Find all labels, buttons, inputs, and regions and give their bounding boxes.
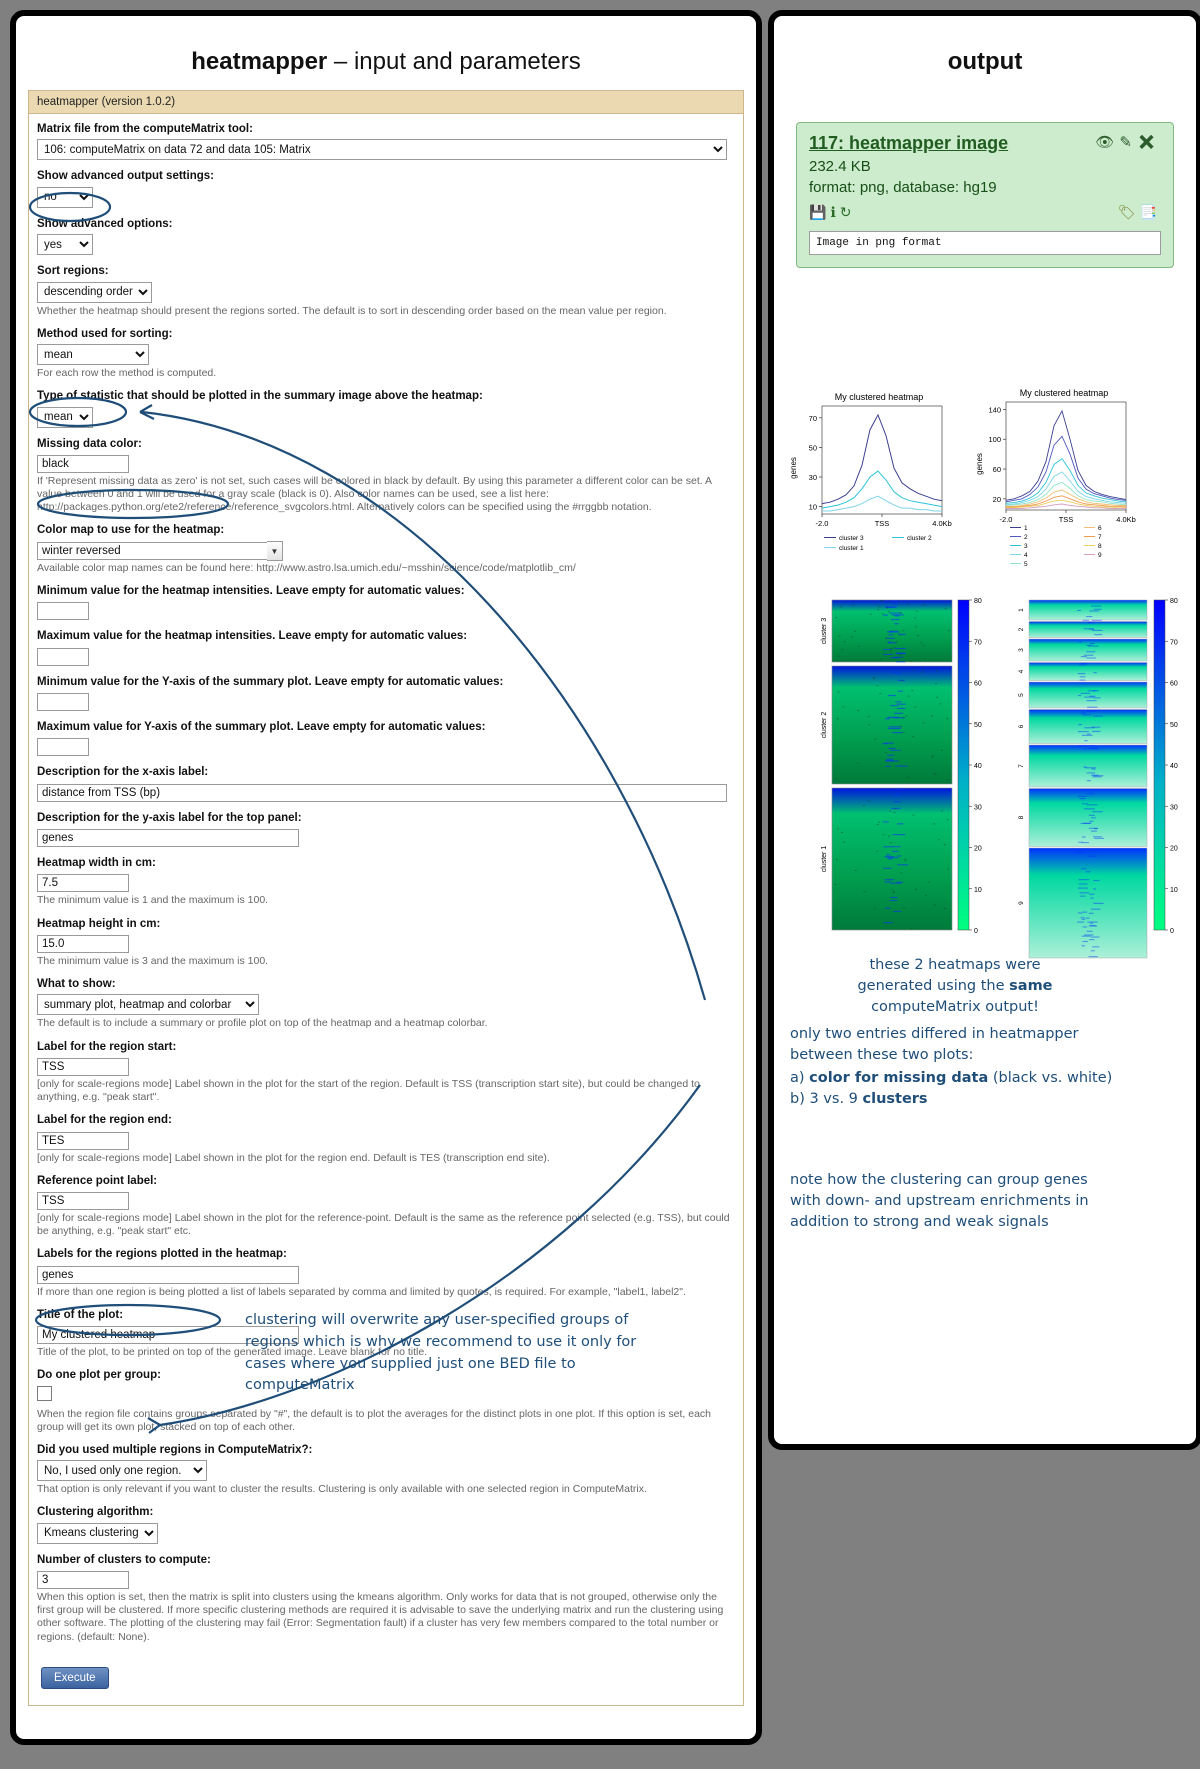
svg-text:10: 10 <box>1170 886 1178 894</box>
field-10 <box>37 675 735 711</box>
field-0 <box>37 122 735 160</box>
svg-text:70: 70 <box>1170 639 1178 647</box>
eye-icon[interactable]: 👁 <box>1095 134 1120 151</box>
pencil-icon[interactable]: ✎ <box>1119 134 1137 151</box>
svg-text:80: 80 <box>1170 598 1178 605</box>
field-select-1[interactable] <box>37 187 93 208</box>
field-1 <box>37 169 735 207</box>
field-help-22: When the region file contains groups separated by "#", the default is to plot the averages for the distinct plots in one plot. If this option is set, each group will get its own plot, stacked on top of each other. <box>37 1407 712 1433</box>
field-label-7: Color map to use for the heatmap: <box>37 524 225 537</box>
svg-text:70: 70 <box>808 413 817 423</box>
field-help-16: The default is to include a summary or profile plot on top of the heatmap and a heatmap colorbar. <box>37 1017 488 1030</box>
dataset-format: format: png, database: hg19 <box>809 179 997 196</box>
svg-text:cluster 3: cluster 3 <box>821 617 828 645</box>
field-23 <box>37 1443 735 1497</box>
output-title: output <box>947 48 1023 75</box>
field-help-14: The minimum value is 1 and the maximum is 100. <box>37 894 269 907</box>
note-line-2: generated using the <box>857 978 1010 995</box>
page-title-rest: – input and parameters <box>327 48 581 75</box>
field-25 <box>37 1553 735 1644</box>
svg-text:30: 30 <box>1170 804 1178 812</box>
field-4 <box>37 327 735 381</box>
svg-text:cluster 2: cluster 2 <box>907 535 932 542</box>
svg-text:-2.0: -2.0 <box>999 515 1013 524</box>
info-icon[interactable]: ℹ <box>830 204 840 220</box>
svg-text:2: 2 <box>1018 627 1025 632</box>
field-8 <box>37 584 735 620</box>
note-item-b-pre: b) 3 vs. 9 <box>790 1091 863 1108</box>
annotation-icon[interactable]: 📑 <box>1139 204 1161 220</box>
field-label-10: Minimum value for the Y-axis of the summary plot. Leave empty for automatic values: <box>37 675 504 688</box>
svg-text:9: 9 <box>1018 901 1025 905</box>
tool-form-header: heatmapper (version 1.0.2) <box>29 91 743 114</box>
svg-text:5: 5 <box>1024 561 1028 568</box>
field-select-3[interactable] <box>37 282 152 303</box>
chevron-down-icon[interactable]: ▼ <box>267 541 283 561</box>
field-input-12[interactable] <box>37 784 727 802</box>
note-line-1: these 2 heatmaps were <box>869 957 1041 973</box>
field-label-6: Missing data color: <box>37 437 142 450</box>
field-input-15[interactable] <box>37 935 129 953</box>
field-select-16[interactable] <box>37 994 259 1015</box>
colormap-combo[interactable] <box>37 541 283 560</box>
svg-text:60: 60 <box>992 465 1001 475</box>
field-input-13[interactable] <box>37 829 299 847</box>
field-label-0: Matrix file from the computeMatrix tool: <box>37 123 253 135</box>
svg-text:TSS: TSS <box>874 519 890 528</box>
field-5 <box>37 389 735 427</box>
field-help-17: [only for scale-regions mode] Label shown in the plot for the start of the region. Default is TSS (transcription start site), but could be changed to anything, e.g. "peak start". <box>37 1077 700 1103</box>
svg-text:30: 30 <box>808 473 817 483</box>
field-select-0[interactable] <box>37 139 727 160</box>
svg-text:0: 0 <box>1170 928 1174 935</box>
field-input-10[interactable] <box>37 693 89 711</box>
field-label-12: Description for the x-axis label: <box>37 766 209 779</box>
note-item-b <box>790 1089 1120 1110</box>
svg-text:10: 10 <box>808 502 817 512</box>
svg-text:3: 3 <box>1024 543 1028 550</box>
svg-text:70: 70 <box>974 639 982 647</box>
field-help-7: Available color map names can be found here: http://www.astro.lsa.umich.edu/~msshin/science/code/matplotlib_cm/ <box>37 561 576 574</box>
svg-text:4: 4 <box>1024 552 1028 559</box>
svg-text:50: 50 <box>974 721 982 729</box>
svg-text:3: 3 <box>1018 648 1025 652</box>
svg-text:20: 20 <box>974 845 982 853</box>
svg-text:-2.0: -2.0 <box>815 519 829 528</box>
field-label-2: Show advanced options: <box>37 217 173 230</box>
field-select-24[interactable] <box>37 1523 158 1544</box>
field-select-5[interactable] <box>37 407 93 428</box>
svg-text:7: 7 <box>1018 764 1025 768</box>
field-help-6: If 'Represent missing data as zero' is not set, such cases will be colored in black by default. By using this parameter a different color can be set. A value between 0 and 1 will be used for a gray scale (black is 0). Also color names can be used, see a list here: http://packages.python.org/ete2/reference/reference_svgcolors.html. Alternatively colors can be specified using the #rrggbb notation. <box>37 474 712 514</box>
svg-text:30: 30 <box>974 804 982 812</box>
svg-text:1: 1 <box>1018 608 1025 612</box>
svg-text:50: 50 <box>1170 721 1178 729</box>
field-label-5: Type of statistic that should be plotted in the summary image above the heatmap: <box>37 390 483 403</box>
svg-text:80: 80 <box>974 598 982 605</box>
field-label-15: Heatmap height in cm: <box>37 917 161 930</box>
figures-svg <box>774 388 1196 968</box>
svg-text:40: 40 <box>974 763 982 770</box>
svg-text:0: 0 <box>974 928 978 935</box>
field-help-21: Title of the plot, to be printed on top of the generated image. Leave blank for no title. <box>37 1346 428 1359</box>
dataset-peek: Image in png format <box>809 231 1161 255</box>
field-17 <box>37 1040 735 1105</box>
field-label-20: Labels for the regions plotted in the heatmap: <box>37 1248 287 1261</box>
field-label-4: Method used for sorting: <box>37 327 173 340</box>
svg-text:6: 6 <box>1098 525 1102 532</box>
field-7 <box>37 523 735 575</box>
field-6 <box>37 437 735 515</box>
input-parameters-panel <box>10 10 762 1745</box>
field-label-17: Label for the region start: <box>37 1040 177 1053</box>
field-input-14[interactable] <box>37 874 129 892</box>
svg-text:100: 100 <box>988 435 1001 445</box>
field-checkbox-22[interactable] <box>37 1386 52 1401</box>
field-label-1: Show advanced output settings: <box>37 170 214 183</box>
svg-text:50: 50 <box>808 443 817 453</box>
field-label-16: What to show: <box>37 978 116 990</box>
rerun-icon[interactable]: ↻ <box>839 204 856 220</box>
tool-form-body <box>29 114 743 1705</box>
output-panel <box>768 10 1200 1450</box>
svg-text:1: 1 <box>1024 525 1028 532</box>
svg-text:4: 4 <box>1018 669 1025 674</box>
dataset-actions[interactable] <box>809 204 1161 221</box>
field-label-9: Maximum value for the heatmap intensities. Leave empty for automatic values: <box>37 630 468 643</box>
svg-text:5: 5 <box>1018 693 1025 697</box>
field-help-19: [only for scale-regions mode] Label shown in the plot for the reference-point. Default is the same as the reference point selected (e.g. TSS), but could be anything, e.g. "peak start" etc. <box>37 1212 730 1238</box>
field-input-17[interactable] <box>37 1058 129 1076</box>
svg-text:60: 60 <box>1170 680 1178 688</box>
fig2-title: My clustered heatmap <box>1019 388 1109 398</box>
field-label-11: Maximum value for Y-axis of the summary plot. Leave empty for automatic values: <box>37 720 486 733</box>
note-item-b-bold: clusters <box>862 1091 928 1108</box>
field-18 <box>37 1113 735 1165</box>
field-input-18[interactable] <box>37 1132 129 1150</box>
field-19 <box>37 1174 735 1239</box>
field-14 <box>37 856 735 908</box>
svg-text:60: 60 <box>974 680 982 688</box>
note-heatmaps-same-matrix <box>790 955 1120 1110</box>
note-item-a-bold: color for missing data <box>809 1070 989 1087</box>
field-13 <box>37 811 735 847</box>
svg-text:6: 6 <box>1018 724 1025 729</box>
field-label-22: Do one plot per group: <box>37 1369 161 1382</box>
note-item-a <box>790 1068 1120 1089</box>
field-input-11[interactable] <box>37 738 89 756</box>
field-label-13: Description for the y-axis label for the top panel: <box>37 811 302 824</box>
svg-text:4.0Kb: 4.0Kb <box>932 519 952 528</box>
field-input-7[interactable] <box>37 542 283 560</box>
page-title-bold: heatmapper <box>191 48 328 75</box>
svg-text:cluster 2: cluster 2 <box>821 711 828 739</box>
svg-text:2: 2 <box>1024 534 1028 541</box>
field-label-23: Did you used multiple regions in ComputeMatrix?: <box>37 1443 313 1456</box>
svg-text:20: 20 <box>992 494 1001 504</box>
delete-icon[interactable]: ✖ <box>1136 134 1161 151</box>
svg-text:40: 40 <box>1170 763 1178 770</box>
field-select-4[interactable] <box>37 344 149 365</box>
field-label-14: Heatmap width in cm: <box>37 857 156 869</box>
field-help-4: For each row the method is computed. <box>37 367 217 379</box>
field-3 <box>37 264 735 318</box>
field-label-19: Reference point label: <box>37 1174 158 1187</box>
output-figures <box>774 388 1196 968</box>
svg-text:TSS: TSS <box>1058 515 1074 524</box>
field-help-25: When this option is set, then the matrix is split into clusters using the kmeans algorithm. Only works for data that is not grouped, otherwise only the first group will be clustered. If more specific clustering methods are required it is advisable to save the underlying matrix and run the clustering using other software. The plotting of the clustering may fail (Error: Segmentation fault) if a cluster has very few members compared to the total number or regions. (default: None). <box>37 1591 724 1643</box>
fig2-ylabel: genes <box>975 453 984 475</box>
field-label-24: Clustering algorithm: <box>37 1506 154 1519</box>
fig1-ylabel: genes <box>789 457 798 479</box>
note-item-a-post: (black vs. white) <box>988 1070 1113 1087</box>
svg-text:8: 8 <box>1018 815 1025 820</box>
note-line-3: computeMatrix output! <box>871 999 1039 1016</box>
field-label-25: Number of clusters to compute: <box>37 1553 211 1566</box>
save-icon[interactable]: 💾 <box>809 204 831 220</box>
tag-icon[interactable]: 🏷 <box>1117 204 1140 220</box>
field-input-20[interactable] <box>37 1266 299 1284</box>
note-clustering-overwrite: clustering will overwrite any user-specified groups of regions which is why we recommend to use it only for cases where you supplied just one BED file to computeMatrix <box>245 1312 637 1394</box>
svg-text:10: 10 <box>974 886 982 894</box>
note-two-entries: only two entries differed in heatmapper between these two plots: <box>790 1026 1079 1064</box>
field-12 <box>37 765 735 801</box>
field-11 <box>37 720 735 756</box>
svg-text:cluster 1: cluster 1 <box>821 845 828 873</box>
dataset-name[interactable]: 117: heatmapper image <box>809 133 1009 153</box>
page-title <box>16 48 756 76</box>
execute-button[interactable]: Execute <box>41 1667 109 1689</box>
field-label-3: Sort regions: <box>37 265 109 278</box>
svg-text:7: 7 <box>1098 534 1102 541</box>
field-2 <box>37 217 735 255</box>
dataset-box[interactable] <box>796 122 1174 268</box>
field-input-19[interactable] <box>37 1192 129 1210</box>
field-16 <box>37 977 735 1031</box>
field-input-9[interactable] <box>37 648 89 666</box>
field-15 <box>37 917 735 969</box>
dataset-tag-icons[interactable] <box>1118 204 1161 221</box>
field-9 <box>37 629 735 665</box>
dataset-size: 232.4 KB <box>809 158 871 175</box>
field-help-23: That option is only relevant if you want to cluster the results. Clustering is only available with one selected region in ComputeMatrix. <box>37 1483 647 1496</box>
field-label-8: Minimum value for the heatmap intensities. Leave empty for automatic values: <box>37 584 465 597</box>
field-20 <box>37 1247 735 1299</box>
field-24 <box>37 1505 735 1543</box>
svg-text:cluster 3: cluster 3 <box>839 535 864 542</box>
svg-text:9: 9 <box>1098 552 1102 559</box>
field-help-20: If more than one region is being plotted a list of labels separated by comma and limited by quotes, is required. For example, "label1, label2". <box>37 1285 686 1298</box>
note-line-2-bold: same <box>1009 978 1053 995</box>
tool-form <box>28 90 744 1706</box>
field-input-8[interactable] <box>37 602 89 620</box>
field-input-6[interactable] <box>37 455 129 473</box>
field-select-23[interactable] <box>37 1460 207 1481</box>
fig1-title: My clustered heatmap <box>834 392 924 402</box>
dataset-icon-group[interactable] <box>1095 133 1161 151</box>
field-help-18: [only for scale-regions mode] Label shown in the plot for the region end. Default is TES (transcription end site). <box>37 1151 550 1164</box>
svg-text:8: 8 <box>1098 543 1102 550</box>
svg-text:140: 140 <box>988 405 1001 415</box>
svg-text:4.0Kb: 4.0Kb <box>1116 515 1136 524</box>
note-item-a-pre: a) <box>790 1070 810 1087</box>
field-help-15: The minimum value is 3 and the maximum is 100. <box>37 954 269 967</box>
field-label-21: Title of the plot: <box>37 1308 124 1321</box>
svg-text:20: 20 <box>1170 845 1178 853</box>
field-help-3: Whether the heatmap should present the regions sorted. The default is to sort in descending order based on the mean value per region. <box>37 304 667 317</box>
svg-text:cluster 1: cluster 1 <box>839 545 864 552</box>
field-select-2[interactable] <box>37 234 93 255</box>
field-label-18: Label for the region end: <box>37 1114 172 1127</box>
note-clustering-groups: note how the clustering can group genes with down- and upstream enrichments in addition to strong and weak signals <box>790 1172 1089 1231</box>
field-input-25[interactable] <box>37 1571 129 1589</box>
